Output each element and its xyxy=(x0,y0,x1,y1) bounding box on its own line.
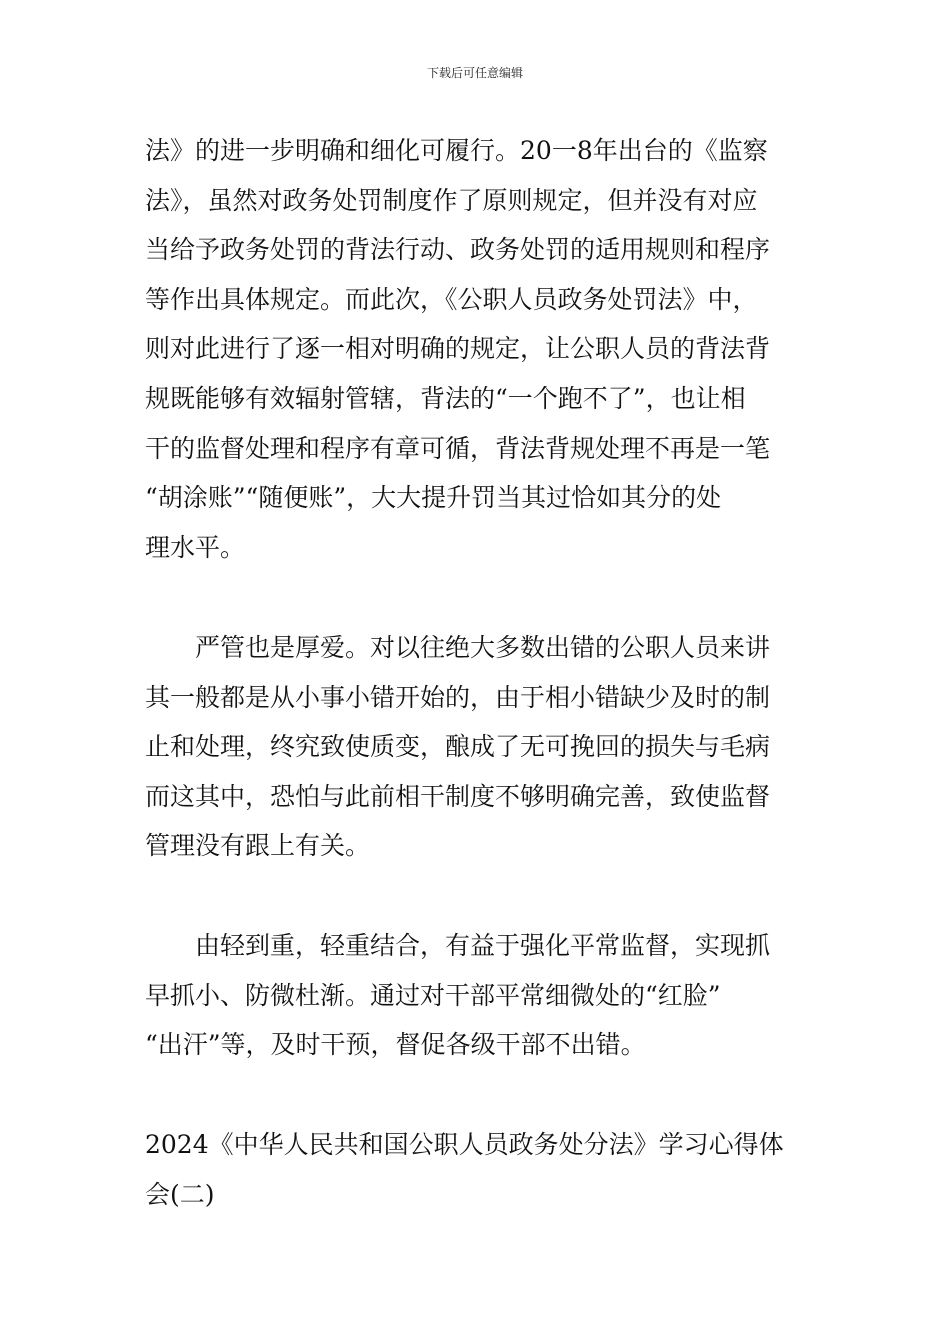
text-line: 当给予政务处罚的背法行动、政务处罚的适用规则和程序 xyxy=(145,235,771,265)
text-line: 法》，虽然对政务处罚制度作了原则规定，但并没有对应 xyxy=(145,185,758,215)
text-line: “胡涂账”“随便账”，大大提升罚当其过恰如其分的处 xyxy=(145,483,722,513)
text-line: 而这其中，恐怕与此前相干制度不够明确完善，致使监督 xyxy=(145,781,771,811)
text-line: “出汗”等，及时干预，督促各级干部不出错。 xyxy=(145,1030,646,1060)
text-line: 则对此进行了逐一相对明确的规定，让公职人员的背法背 xyxy=(145,334,771,364)
text-line: 管理没有跟上有关。 xyxy=(145,831,371,861)
text-line: 由轻到重，轻重结合，有益于强化平常监督，实现抓 xyxy=(195,931,771,960)
text-line: 法》的进一步明确和细化可履行。20一8年出台的《监察 xyxy=(145,136,768,165)
text-line: 等作出具体规定。而此次，《公职人员政务处罚法》中， xyxy=(145,284,758,314)
text-line: 其一般都是从小事小错开始的，由于相小错缺少及时的制 xyxy=(145,682,771,712)
section-heading xyxy=(145,1120,813,1219)
paragraph-1 xyxy=(145,126,813,572)
page-header-note: 下载后可任意编辑 xyxy=(426,66,523,80)
heading-line: 2024《中华人民共和国公职人员政务处分法》学习心得体 xyxy=(145,1130,784,1159)
heading-line: 会(二) xyxy=(145,1179,215,1209)
paragraph-2 xyxy=(145,623,813,871)
paragraph-3 xyxy=(145,921,813,1070)
text-line: 干的监督处理和程序有章可循，背法背规处理不再是一笔 xyxy=(145,433,771,463)
text-line: 早抓小、防微杜渐。通过对干部平常细微处的“红脸” xyxy=(145,980,721,1010)
text-line: 严管也是厚爱。对以往绝大多数出错的公职人员来讲 xyxy=(195,633,771,662)
text-line: 理水平。 xyxy=(145,532,246,562)
text-line: 止和处理，终究致使质变，酿成了无可挽回的损失与毛病 xyxy=(145,732,771,762)
text-line: 规既能够有效辐射管辖，背法的“一个跑不了”，也让相 xyxy=(145,383,746,413)
